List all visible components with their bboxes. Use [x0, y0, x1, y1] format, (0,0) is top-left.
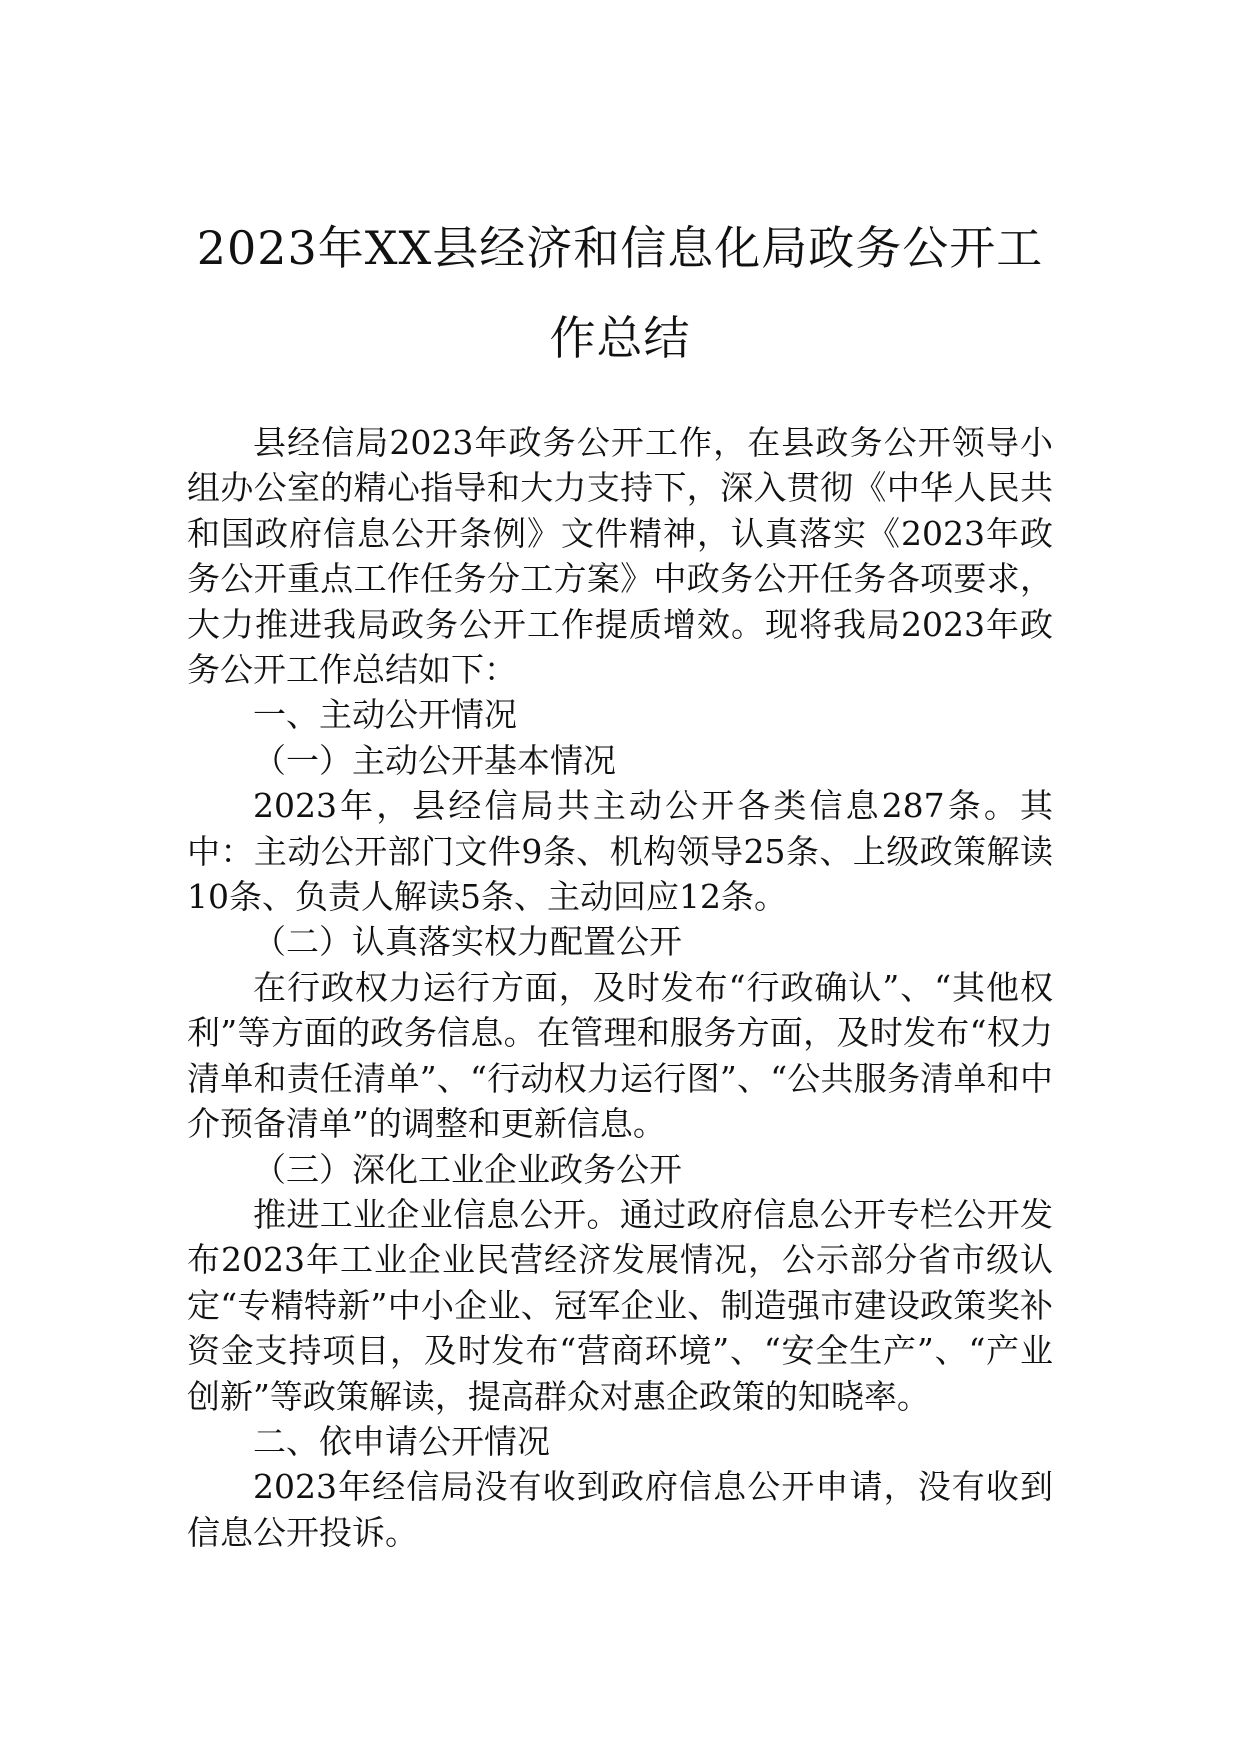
subsection-heading-1-3: （三）深化工业企业政务公开: [253, 1149, 682, 1189]
section-heading-2: 二、依申请公开情况: [253, 1421, 550, 1461]
subsection-heading-1-1: （一）主动公开基本情况: [253, 740, 616, 780]
document-title: 2023年XX县经济和信息化局政务公开工作总结: [196, 221, 1044, 365]
paragraph-1-1: 2023年，县经信局共主动公开各类信息287条。其中：主动公开部门文件9条、机构领导25条、上级政策解读10条、负责人解读5条、主动回应12条。: [187, 786, 1053, 917]
paragraph-1-3: 推进工业企业信息公开。通过政府信息公开专栏公开发布2023年工业企业民营经济发展情况，公示部分省市级认定“专精特新”中小企业、冠军企业、制造强市建设政策奖补资金支持项目，及时发布“营商环境”、“安全生产”、“产业创新”等政策解读，提高群众对惠企政策的知晓率。: [187, 1194, 1053, 1416]
subsection-heading-1-2: （二）认真落实权力配置公开: [253, 922, 682, 962]
section-heading-1: 一、主动公开情况: [253, 695, 517, 735]
paragraph-2: 2023年经信局没有收到政府信息公开申请，没有收到信息公开投诉。: [187, 1467, 1053, 1552]
document-body: [187, 420, 1053, 1555]
paragraph-1-2: 在行政权力运行方面，及时发布“行政确认”、“其他权利”等方面的政务信息。在管理和服务方面，及时发布“权力清单和责任清单”、“行动权力运行图”、“公共服务清单和中介预备清单”的调整和更新信息。: [187, 967, 1053, 1144]
intro-paragraph: 县经信局2023年政务公开工作，在县政务公开领导小组办公室的精心指导和大力支持下，深入贯彻《中华人民共和国政府信息公开条例》文件精神，认真落实《2023年政务公开重点工作任务分工方案》中政务公开任务各项要求，大力推进我局政务公开工作提质增效。现将我局2023年政务公开工作总结如下：: [187, 423, 1053, 690]
